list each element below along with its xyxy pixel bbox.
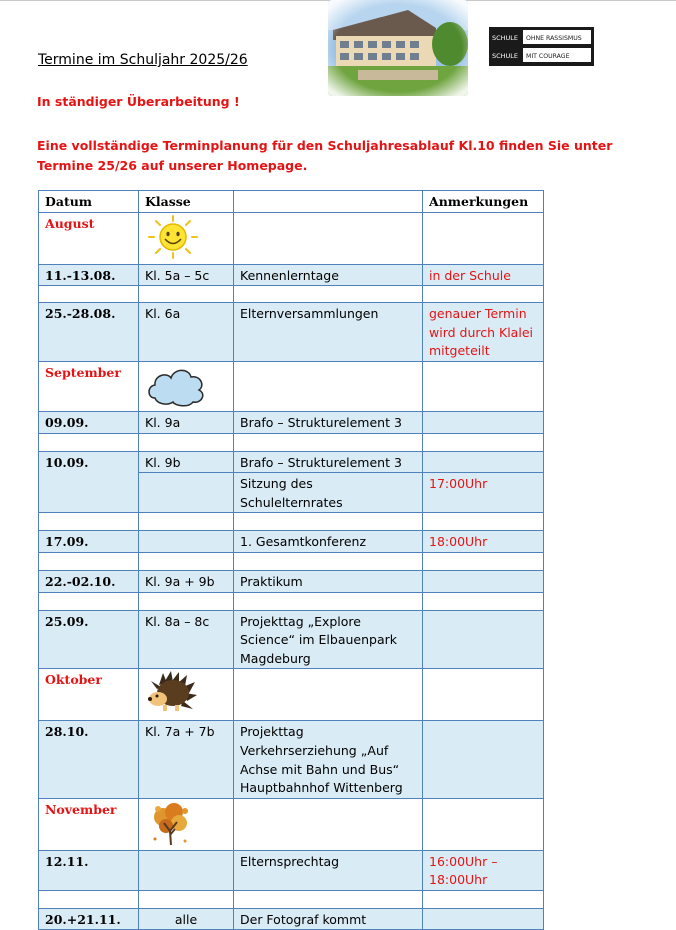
- row-date: 17.09.: [39, 531, 139, 553]
- month-icon-cell: [139, 798, 234, 850]
- spacer-row: [39, 890, 544, 908]
- row-remarks: in der Schule: [423, 264, 544, 286]
- table-header-row: [39, 191, 544, 213]
- row-date: 22.-02.10.: [39, 570, 139, 592]
- month-icon-cell: [139, 669, 234, 721]
- row-class: [139, 531, 234, 553]
- row-class: [139, 473, 234, 513]
- month-icon-cell: [139, 212, 234, 264]
- table-row: [39, 264, 544, 286]
- spacer-row: [39, 286, 544, 303]
- hedgehog-icon: [145, 671, 199, 715]
- row-class: Kl. 5a – 5c: [139, 264, 234, 286]
- row-class: Kl. 9a + 9b: [139, 570, 234, 592]
- table-row: [39, 850, 544, 890]
- row-date: 25.09.: [39, 610, 139, 669]
- row-class: Kl. 6a: [139, 303, 234, 362]
- month-icon-cell: [139, 361, 234, 411]
- row-event: Kennenlerntage: [234, 264, 423, 286]
- row-remarks: 16:00Uhr – 18:00Uhr: [423, 850, 544, 890]
- row-date: 20.+21.11.: [39, 908, 139, 930]
- row-date: 25.-28.08.: [39, 303, 139, 362]
- row-remarks: genauer Termin wird durch Klalei mitgeteilt: [423, 303, 544, 362]
- month-label: Oktober: [39, 669, 139, 721]
- table-row: [39, 531, 544, 553]
- row-date: 28.10.: [39, 721, 139, 798]
- badge-text: OHNE RASSISMUS: [526, 35, 582, 42]
- row-class: [139, 850, 234, 890]
- column-header-remarks: Anmerkungen: [423, 191, 544, 213]
- spacer-row: [39, 433, 544, 451]
- table-row: [39, 908, 544, 930]
- school-building-photo: [328, 0, 468, 96]
- planning-info-line: Eine vollständige Terminplanung für den Schuljahresablauf Kl.10 finden Sie unter: [37, 138, 613, 153]
- sun-icon: [145, 215, 201, 259]
- row-event: Sitzung des Schulelternrates: [234, 473, 423, 513]
- column-header-date: Datum: [39, 191, 139, 213]
- schedule-table: [38, 190, 544, 930]
- table-row: [39, 303, 544, 362]
- month-label: September: [39, 361, 139, 411]
- row-class: alle: [139, 908, 234, 930]
- row-remarks: [423, 411, 544, 433]
- table-row: [39, 411, 544, 433]
- autumn-tree-icon: [145, 801, 195, 847]
- badge-text: SCHULE: [492, 52, 519, 60]
- row-event: Brafo – Strukturelement 3: [234, 411, 423, 433]
- cloud-icon: [145, 364, 209, 408]
- month-row-september: [39, 361, 544, 411]
- row-remarks: [423, 908, 544, 930]
- month-row-oktober: [39, 669, 544, 721]
- column-header-class: Klasse: [139, 191, 234, 213]
- planning-info-line: Termine 25/26 auf unserer Homepage.: [37, 158, 308, 173]
- table-row: [39, 610, 544, 669]
- row-event: Elternsprechtag: [234, 850, 423, 890]
- row-remarks: [423, 451, 544, 473]
- row-remarks: 18:00Uhr: [423, 531, 544, 553]
- row-event: Der Fotograf kommt: [234, 908, 423, 930]
- month-row-november: [39, 798, 544, 850]
- document-title: Termine im Schuljahr 2025/26: [38, 52, 248, 68]
- revision-note: In ständiger Überarbeitung !: [37, 94, 240, 109]
- row-event: Elternversammlungen: [234, 303, 423, 362]
- row-date: 11.-13.08.: [39, 264, 139, 286]
- row-date: 10.09.: [39, 451, 139, 513]
- table-row: [39, 570, 544, 592]
- spacer-row: [39, 513, 544, 531]
- spacer-row: [39, 592, 544, 610]
- row-event: Brafo – Strukturelement 3: [234, 451, 423, 473]
- row-class: Kl. 7a + 7b: [139, 721, 234, 798]
- spacer-row: [39, 552, 544, 570]
- column-header-event: [234, 191, 423, 213]
- month-row-august: [39, 212, 544, 264]
- row-remarks: [423, 721, 544, 798]
- table-row: [39, 721, 544, 798]
- month-label: August: [39, 212, 139, 264]
- badge-text: SCHULE: [492, 34, 519, 42]
- row-class: Kl. 9b: [139, 451, 234, 473]
- table-row: [39, 451, 544, 473]
- row-remarks: [423, 570, 544, 592]
- month-label: November: [39, 798, 139, 850]
- row-event: Praktikum: [234, 570, 423, 592]
- row-remarks: 17:00Uhr: [423, 473, 544, 513]
- row-class: Kl. 8a – 8c: [139, 610, 234, 669]
- badge-text: MIT COURAGE: [526, 53, 570, 60]
- row-remarks: [423, 610, 544, 669]
- row-class: Kl. 9a: [139, 411, 234, 433]
- row-event: 1. Gesamtkonferenz: [234, 531, 423, 553]
- schule-ohne-rassismus-logo: [489, 27, 594, 66]
- row-date: 12.11.: [39, 850, 139, 890]
- row-event: Projekttag Verkehrserziehung „Auf Achse mit Bahn und Bus“ Hauptbahnhof Wittenberg: [234, 721, 423, 798]
- planning-info: [37, 136, 612, 176]
- row-event: Projekttag „Explore Science“ im Elbauenpark Magdeburg: [234, 610, 423, 669]
- row-date: 09.09.: [39, 411, 139, 433]
